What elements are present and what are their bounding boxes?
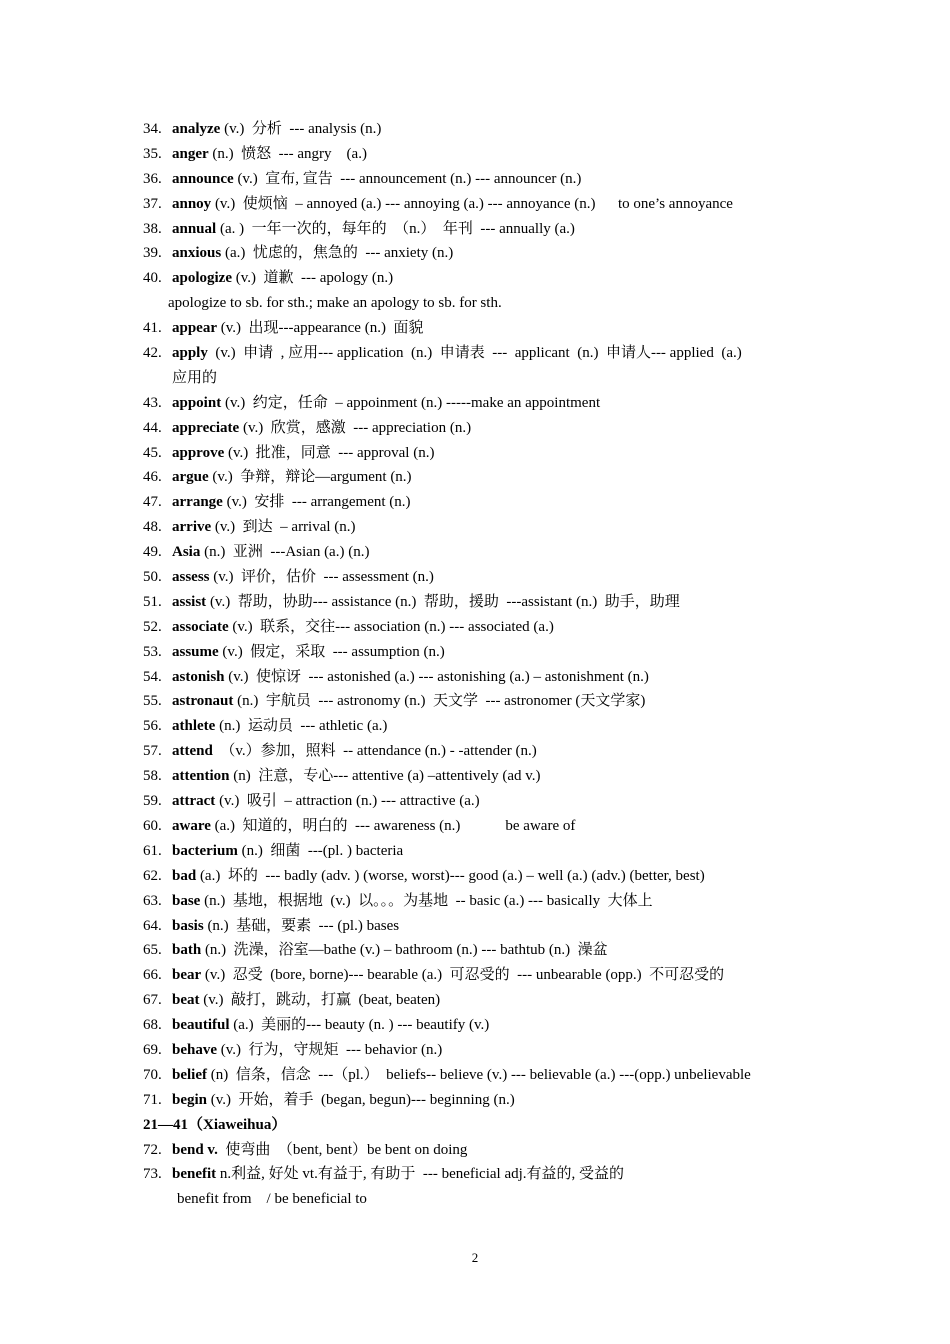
entry-text: (v.) 评价，估价 --- assessment (n.) — [209, 569, 434, 586]
entry-number: 72. — [143, 1141, 162, 1158]
entry-number: 50. — [143, 569, 162, 586]
headword: bath — [172, 942, 202, 959]
entry-number: 35. — [143, 145, 162, 162]
entry-text: (v.) 分析 --- analysis (n.) — [220, 121, 382, 137]
headword: anxious — [172, 245, 222, 262]
vocab-entry — [143, 864, 823, 889]
entry-number: 52. — [143, 618, 162, 635]
vocab-entry — [143, 241, 823, 266]
vocab-entry — [143, 789, 823, 814]
entry-text: 应用的 — [172, 369, 218, 386]
entry-number: 36. — [143, 170, 162, 187]
entry-text: (v.) 使惊讶 --- astonished (a.) --- astonishing (a.) – astonishment (n.) — [224, 668, 649, 685]
vocab-entry — [143, 590, 823, 615]
headword: benefit — [172, 1166, 217, 1183]
entry-number: 41. — [143, 320, 162, 337]
entry-text: (n.) 基地，根据地 (v.) 以。。。为基地 -- basic (a.) --- basically 大体上 — [200, 892, 653, 909]
headword: approve — [172, 444, 225, 461]
entry-text: (a.) 知道的，明白的 --- awareness (n.) be aware of — [210, 817, 576, 834]
entry-number: 48. — [143, 519, 162, 536]
entry-number: 42. — [143, 345, 162, 362]
headword: arrive — [172, 519, 212, 536]
entry-text: apologize to sb. for sth.; make an apology to sb. for sth. — [168, 295, 502, 312]
headword: assume — [172, 643, 219, 660]
headword: belief — [172, 1066, 207, 1083]
entry-text: (v.) 约定，任命 – appoinment (n.) -----make an appointment — [221, 394, 601, 411]
headword: arrange — [172, 494, 223, 511]
vocab-entry — [143, 316, 823, 341]
entry-text: (n.) 宇航员 --- astronomy (n.) 天文学 --- astronomer (天文学家) — [233, 693, 646, 710]
entry-number: 51. — [143, 593, 162, 610]
entry-text: (n.) 亚洲 ---Asian (a.) (n.) — [200, 544, 370, 561]
entry-number: 39. — [143, 245, 162, 262]
headword: appreciate — [172, 419, 240, 436]
entry-text: (v.) 申请 , 应用--- application (n.) 申请表 --- applicant (n.) 申请人--- applied (a.) — [207, 345, 742, 362]
vocab-entry — [143, 889, 823, 914]
vocab-entry — [143, 739, 823, 764]
entry-number: 43. — [143, 394, 162, 411]
entry-text: (n) 注意，专心--- attentive (a) –attentively (ad v.) — [229, 768, 541, 785]
headword: bad — [172, 867, 197, 884]
entry-number: 58. — [143, 768, 162, 785]
entry-text: (v.) 安排 --- arrangement (n.) — [222, 494, 411, 511]
headword: bend v. — [172, 1141, 218, 1158]
entry-number: 73. — [143, 1166, 162, 1183]
vocab-entry — [143, 963, 823, 988]
headword: assess — [172, 569, 210, 586]
entry-text: （v.）参加，照料 -- attendance (n.) - -attender (n.) — [212, 743, 537, 760]
headword: athlete — [172, 718, 216, 735]
section-header — [143, 1113, 823, 1138]
vocab-entry — [143, 217, 823, 242]
entry-text: (v.) 出现---appearance (n.) 面貌 — [217, 320, 424, 337]
vocab-entry — [143, 689, 823, 714]
vocab-entry — [143, 515, 823, 540]
headword: appear — [172, 320, 217, 337]
vocab-entry — [143, 1162, 823, 1187]
entry-number: 65. — [143, 942, 162, 959]
entry-text: (n.) 洗澡，浴室—bathe (v.) – bathroom (n.) --- bathtub (n.) 澡盆 — [201, 942, 608, 959]
headword: basis — [172, 917, 204, 934]
headword: apologize — [172, 270, 232, 287]
entry-text: (v.) 假定，采取 --- assumption (n.) — [218, 643, 445, 660]
entry-number: 60. — [143, 817, 162, 834]
vocab-entry — [143, 117, 823, 142]
page-number: 2 — [471, 1250, 479, 1265]
entry-number: 64. — [143, 917, 162, 934]
vocab-entry — [143, 1088, 823, 1113]
entry-text: (a. ) 一年一次的，每年的 （n.） 年刊 --- annually (a.) — [216, 220, 575, 237]
vocab-entry — [143, 764, 823, 789]
entry-text: (v.) 联系，交往--- association (n.) --- associated (a.) — [228, 618, 554, 635]
vocab-entry — [143, 565, 823, 590]
entry-text: 使弯曲 （bent, bent）be bent on doing — [217, 1141, 468, 1158]
vocab-entry — [143, 391, 823, 416]
headword: argue — [172, 469, 209, 486]
entry-number: 34. — [143, 121, 162, 137]
vocab-note — [143, 1187, 823, 1212]
vocab-entry — [143, 1038, 823, 1063]
headword: attract — [172, 793, 216, 810]
entry-number: 61. — [143, 842, 162, 859]
vocab-entry — [143, 839, 823, 864]
headword: beat — [172, 992, 200, 1009]
entry-number: 57. — [143, 743, 162, 760]
entry-text: (n) 信条，信念 ---（pl.） beliefs-- believe (v.) --- believable (a.) ---(opp.) unbelievable — [207, 1066, 751, 1083]
vocab-entry — [143, 914, 823, 939]
headword: annual — [172, 220, 217, 237]
vocab-entry — [143, 1138, 823, 1163]
entry-text: (a.) 忧虑的，焦急的 --- anxiety (n.) — [221, 245, 454, 262]
entry-number: 46. — [143, 469, 162, 486]
entry-number: 69. — [143, 1041, 162, 1058]
headword: appoint — [172, 394, 222, 411]
vocab-entry — [143, 988, 823, 1013]
entry-text: (v.) 争辩，辩论—argument (n.) — [208, 469, 412, 486]
entry-text: (v.) 帮助，协助--- assistance (n.) 帮助，援助 ---assistant (n.) 助手，助理 — [206, 593, 680, 610]
entry-number: 49. — [143, 544, 162, 561]
entry-number: 38. — [143, 220, 162, 237]
entry-text: (v.) 忍受 (bore, borne)--- bearable (a.) 可忍受的 --- unbearable (opp.) 不可忍受的 — [201, 967, 725, 984]
headword: beautiful — [172, 1017, 230, 1034]
vocab-entry — [143, 615, 823, 640]
vocab-entry — [143, 441, 823, 466]
entry-text: (v.) 开始，着手 (began, begun)--- beginning (n.) — [207, 1091, 515, 1108]
vocab-entry — [143, 640, 823, 665]
vocab-note — [143, 366, 823, 391]
entry-number: 71. — [143, 1091, 162, 1108]
headword: anger — [172, 145, 209, 162]
entry-number: 37. — [143, 195, 162, 212]
vocab-entry — [143, 938, 823, 963]
entry-number: 67. — [143, 992, 162, 1009]
vocab-entry — [143, 266, 823, 291]
vocab-entry — [143, 814, 823, 839]
headword: annoy — [172, 195, 212, 212]
entry-number: 55. — [143, 693, 162, 710]
entry-text: (n.) 基础，要素 --- (pl.) bases — [203, 917, 400, 934]
headword: begin — [172, 1091, 208, 1108]
vocab-entry — [143, 490, 823, 515]
headword: bacterium — [172, 842, 238, 859]
entry-number: 68. — [143, 1017, 162, 1034]
entry-number: 54. — [143, 668, 162, 685]
headword: astronaut — [172, 693, 234, 710]
entry-text: (n.) 运动员 --- athletic (a.) — [215, 718, 388, 735]
vocab-entry — [143, 142, 823, 167]
headword: apply — [172, 345, 208, 362]
headword: attend — [172, 743, 213, 760]
vocab-entry — [143, 192, 823, 217]
headword: base — [172, 892, 201, 909]
entry-text: (v.) 到达 – arrival (n.) — [211, 519, 356, 536]
entry-text: (a.) 坏的 --- badly (adv. ) (worse, worst)--- good (a.) – well (a.) (adv.) (better, best) — [196, 867, 705, 884]
entry-text: benefit from / be beneficial to — [177, 1191, 367, 1208]
headword: announce — [172, 170, 234, 187]
entry-number: 45. — [143, 444, 162, 461]
vocab-entry — [143, 1013, 823, 1038]
vocabulary-list — [143, 117, 823, 1212]
vocab-entry — [143, 416, 823, 441]
vocab-entry — [143, 714, 823, 739]
headword: attention — [172, 768, 230, 785]
entry-number: 63. — [143, 892, 162, 909]
vocab-entry — [143, 167, 823, 192]
entry-number: 53. — [143, 643, 162, 660]
headword: analyze — [172, 121, 221, 137]
headword: aware — [172, 817, 211, 834]
entry-number: 56. — [143, 718, 162, 735]
headword: associate — [172, 618, 229, 635]
entry-number: 44. — [143, 419, 162, 436]
entry-number: 62. — [143, 867, 162, 884]
entry-text: n.利益, 好处 vt.有益于, 有助于 --- beneficial adj.有益的, 受益的 — [216, 1166, 625, 1183]
entry-number: 66. — [143, 967, 162, 984]
entry-text: (v.) 使烦恼 – annoyed (a.) --- annoying (a.) --- annoyance (n.) to one’s annoyance — [211, 195, 733, 212]
entry-text: (a.) 美丽的--- beauty (n. ) --- beautify (v.) — [229, 1017, 490, 1034]
entry-text: (v.) 批准，同意 --- approval (n.) — [224, 444, 435, 461]
entry-text: (v.) 行为，守规矩 --- behavior (n.) — [217, 1041, 443, 1058]
vocab-entry — [143, 1063, 823, 1088]
headword: Asia — [172, 544, 201, 561]
vocab-entry — [143, 341, 823, 366]
entry-text: (n.) 愤怒 --- angry (a.) — [208, 145, 367, 162]
vocab-entry — [143, 665, 823, 690]
headword: behave — [172, 1041, 217, 1058]
entry-text: 21—41（Xiaweihua） — [143, 1116, 287, 1133]
entry-number: 47. — [143, 494, 162, 511]
headword: assist — [172, 593, 207, 610]
entry-text: (v.) 敲打，跳动，打赢 (beat, beaten) — [199, 992, 441, 1009]
entry-text: (v.) 道歉 --- apology (n.) — [232, 270, 394, 287]
entry-number: 59. — [143, 793, 162, 810]
entry-text: (v.) 欣赏，感激 --- appreciation (n.) — [239, 419, 472, 436]
entry-text: (v.) 宣布, 宣告 --- announcement (n.) --- announcer (n.) — [233, 170, 582, 187]
headword: bear — [172, 967, 202, 984]
headword: astonish — [172, 668, 225, 685]
entry-number: 40. — [143, 270, 162, 287]
vocab-note — [143, 291, 823, 316]
entry-text: (n.) 细菌 ---(pl. ) bacteria — [237, 842, 404, 859]
vocab-entry — [143, 465, 823, 490]
entry-number: 70. — [143, 1066, 162, 1083]
entry-text: (v.) 吸引 – attraction (n.) --- attractive (a.) — [215, 793, 480, 810]
vocab-entry — [143, 540, 823, 565]
